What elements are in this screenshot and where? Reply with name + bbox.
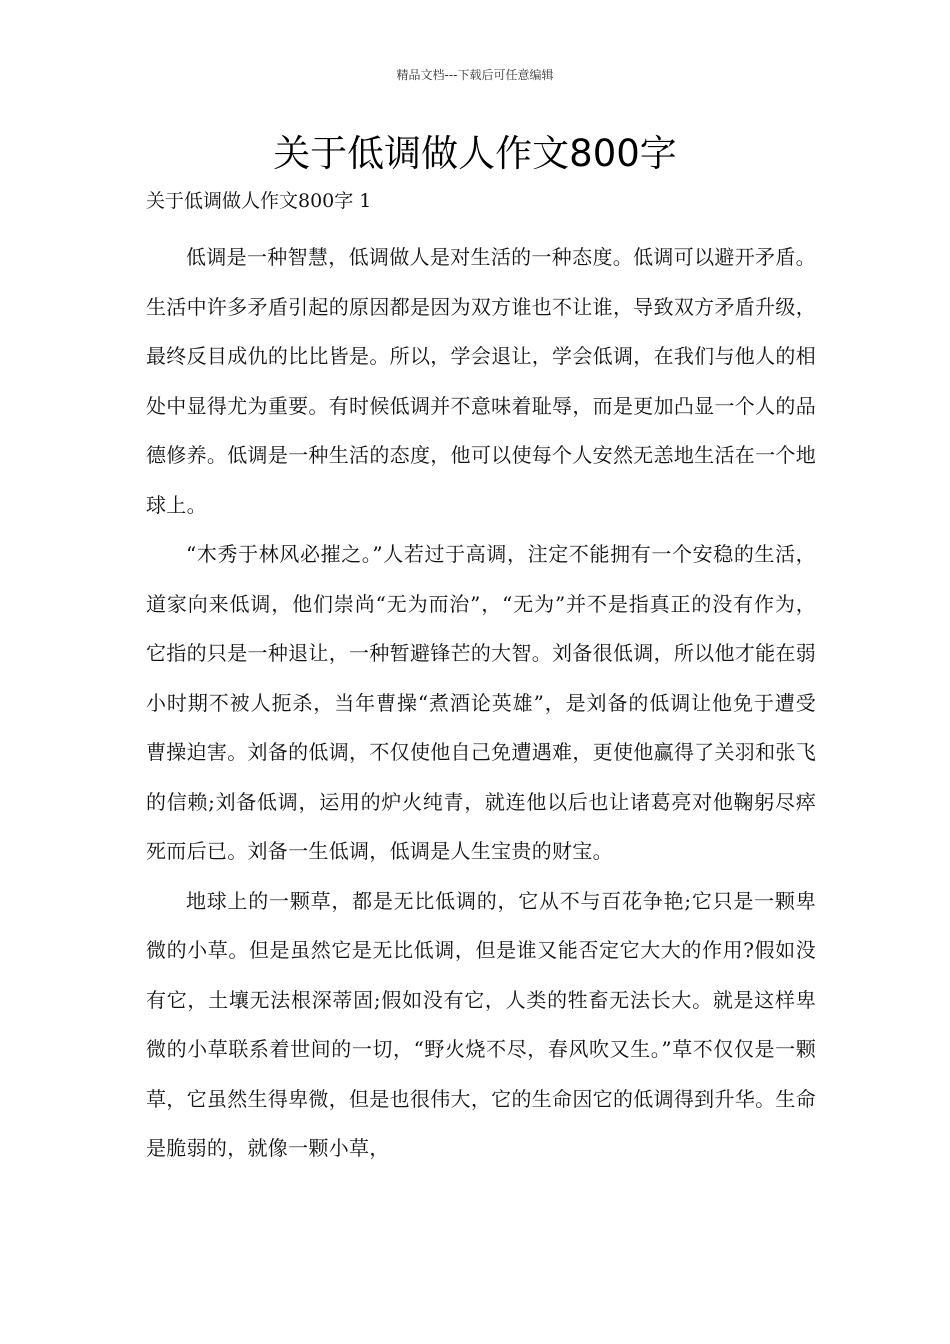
document-subtitle: 关于低调做人作文800字 1: [146, 190, 372, 212]
paragraph-2: “木秀于林风必摧之。”人若过于高调，注定不能拥有一个安稳的生活，道家向来低调，他们崇尚“无为而治”，“无为”并不是指真正的没有作为，它指的只是一种退让，一种暂避锋芒的大智。刘备很低调，所以他才能在弱小时期不被人扼杀，当年曹操“煮酒论英雄”，是刘备的低调让他免于遭受曹操迫害。刘备的低调，不仅使他自己免遭遇难，更使他赢得了关羽和张飞的信赖;刘备低调，运用的炉火纯青，就连他以后也让诸葛亮对他鞠躬尽瘁死而后已。刘备一生低调，低调是人生宝贵的财宝。: [146, 542, 816, 863]
document-body: [146, 233, 816, 1174]
paragraph-3: 地球上的一颗草，都是无比低调的，它从不与百花争艳;它只是一颗卑微的小草。但是虽然它是无比低调，但是谁又能否定它大大的作用?假如没有它，土壤无法根深蒂固;假如没有它，人类的牲畜无法长大。就是这样卑微的小草联系着世间的一切，“野火烧不尽，春风吹又生。”草不仅仅是一颗草，它虽然生得卑微，但是也很伟大，它的生命因它的低调得到升华。生命是脆弱的，就像一颗小草，: [146, 888, 816, 1160]
header-note: 精品文档---下载后可任意编辑: [396, 68, 554, 82]
document-title: 关于低调做人作文800字: [273, 132, 677, 175]
paragraph-1: 低调是一种智慧，低调做人是对生活的一种态度。低调可以避开矛盾。生活中许多矛盾引起的原因都是因为双方谁也不让谁，导致双方矛盾升级，最终反目成仇的比比皆是。所以，学会退让，学会低调，在我们与他人的相处中显得尤为重要。有时候低调并不意味着耻辱，而是更加凸显一个人的品德修养。低调是一种生活的态度，他可以使每个人安然无恙地生活在一个地球上。: [146, 245, 816, 517]
